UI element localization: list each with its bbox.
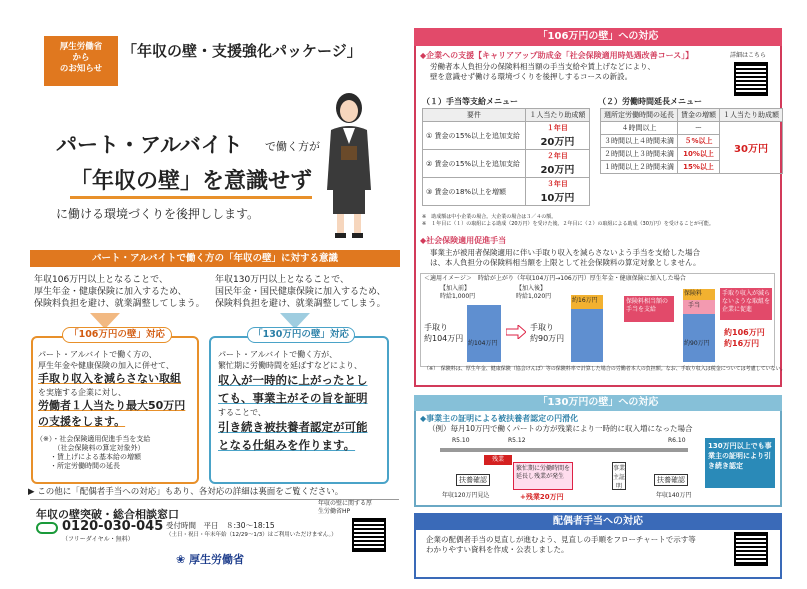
menu1-title: （１）手当等支給メニュー <box>422 97 518 106</box>
qr-code-icon[interactable] <box>734 62 768 96</box>
box-106-heading: 「106万円の壁」対応 <box>62 327 172 343</box>
overtime-pay: +残業20万円 <box>520 493 564 501</box>
date-r6-10: R6.10 <box>668 437 686 444</box>
employer-certificate: 事業主証明 <box>612 462 626 490</box>
bar-before <box>467 305 501 362</box>
image-title: ＜適用イメージ＞ 時給が上がり（年収104万円→106万円）厚生年金・健康保険に加入した場合 <box>424 275 686 282</box>
bar-premium-label: 約16万円 <box>572 297 598 304</box>
promotion-desc: 事業主が被用者保険適用に伴い手取り収入を減らさないよう手当を支給した場合 は、本人負担分の保険料相当額を上限として社会保険料の算定対象としません。 <box>430 248 701 267</box>
callout-box: 手取り収入が減らないような取組を企業に促進 <box>720 288 772 320</box>
box-106-notes: （※）・社会保険適用促進手当を支給 （社会保険料の算定対象外） ・賃上げによる基本給の増額 ・所定労働時間の延長 <box>36 435 151 470</box>
box-106-text: パート・アルバイトで働く方の、 厚生年金や健康保険の加入に併せて、 手取り収入を減らさない取組 を実施する企業に対し、 労働者１人当たり最大50万円 の支援をします。 <box>38 350 186 428</box>
ministry-badge: 厚生労働省 から のお知らせ <box>44 36 118 86</box>
freedial-icon <box>36 522 58 534</box>
dependent-check-1: 扶養確認 <box>456 474 490 486</box>
takehome-final: 約106万円 約16万円 <box>724 328 765 348</box>
allowance-arrow: 保険料相当額の手当を支給 <box>624 296 674 322</box>
businesswoman-illustration <box>313 90 385 240</box>
qr-code-icon[interactable] <box>734 532 768 566</box>
bar-after <box>571 309 603 362</box>
example-text: （例）毎月10万円で働くパートの方が残業により一時的に収入増になった場合 <box>428 424 693 433</box>
dependent-check-2: 扶養確認 <box>654 474 688 486</box>
detail-link[interactable]: 詳細はこちら <box>730 52 767 59</box>
recognition-callout: 130万円以上でも事業主の証明により引き続き認定 <box>705 438 775 488</box>
bar-allowance-label: 手当 <box>688 302 701 309</box>
section-130-header: 「130万円の壁」への対応 <box>414 395 782 411</box>
income-after: 年収140万円 <box>656 492 692 499</box>
after-label: 【加入後】 時給1,020円 <box>516 285 552 300</box>
takehome-after: 手取り 約90万円 <box>530 323 565 343</box>
section-bar: パート・アルバイトで働く方の「年収の壁」に対する意識 <box>30 250 400 267</box>
hours-note: （土日・祝日・年末年始（12/29～1/3）はご利用いただけません。） <box>166 532 337 538</box>
awareness-106: 年収106万円以上となることで、 厚生年金・健康保険に加入するため、 保険料負担を避け、就業調整してしまう。 <box>34 275 205 309</box>
subsidy-notes: ※ 助成額は中小企業の場合。大企業の場合は３／４の額。 ※ １年目に（１）の取組による助成（20万円）を受けた後、２年目に（２）の取組による助成（30万円）を受けることが可能。 <box>422 214 714 227</box>
contact-title: 年収の壁突破・総合相談窓口 <box>36 508 179 521</box>
overtime-tag: 残業 <box>484 455 512 465</box>
career-up-desc: 労働者本人負担分の保険料相当額の手当支給や賃上げなどにより、 壁を意識せず働ける環境づくりを後押しするコースの新設。 <box>430 62 655 81</box>
hp-label: 年収の壁に関する厚生労働省HP <box>318 500 373 515</box>
qr-code-icon[interactable] <box>352 518 386 552</box>
menu2-title: （２）労働時間延長メニュー <box>598 97 702 106</box>
bar-after-2 <box>683 314 715 362</box>
before-label: 【加入前】 時給1,000円 <box>440 285 476 300</box>
income-before: 年収120万円見込 <box>442 492 490 499</box>
image-footnote: （※） 保険料は、厚生年金、健康保険（協会けんぽ）等の保険料率で計算した場合の労働者本人の負担額。なお、手取り収入は税金については考慮していない。 <box>424 366 786 372</box>
box-130-text: パート・アルバイトで働く方が、 繁忙期に労働時間を延ばすなどにより、 収入が一時的に上がったとし ても、事業主がその旨を証明 することで、 引き続き被扶養者認定が可能 となる仕組みを作ります。 <box>218 350 368 452</box>
date-r5-12: R5.12 <box>508 437 526 444</box>
bar-before-label: 約104万円 <box>468 340 498 347</box>
section-106-header: 「106万円の壁」への対応 <box>414 28 782 46</box>
box-130-heading: 「130万円の壁」対応 <box>247 327 355 343</box>
tagline-main: パート・アルバイト <box>56 133 243 157</box>
busy-box: 繁忙期に労働時間を延長し残業が発生 <box>513 462 573 490</box>
right-arrow-icon <box>506 325 526 339</box>
promotion-allowance: ◆社会保険適用促進手当 <box>420 236 507 245</box>
date-r5-10: R5.10 <box>452 437 470 444</box>
package-title: 「年収の壁・支援強化パッケージ」 <box>122 42 362 60</box>
tagline-suffix: で働く方が <box>265 140 320 153</box>
ministry-logo: ❀ 厚生労働省 <box>176 553 245 566</box>
tagline-sub: に働ける環境づくりを後押しします。 <box>56 207 260 221</box>
section-spouse-header: 配偶者手当への対応 <box>414 513 782 530</box>
phone-number[interactable]: 0120-030-045 <box>62 519 164 534</box>
hours: 受付時間 平日 ８:30～18:15 <box>166 521 275 530</box>
timeline <box>440 448 688 452</box>
bar-premium-2-label: 保険料 <box>684 290 703 297</box>
menu1-table: 要件 １人当たり助成額 ① 賃金の15%以上を追加支給 １年目 20万円 ② 賃金の15%以上を追加支給 ２年目 20万円 ③ 賃金の18%以上を増額 ３年目 10万円 <box>422 108 590 206</box>
phone-note: （フリーダイヤル・無料） <box>62 536 134 543</box>
additional-note: ▶ この他に「配偶者手当への対応」もあり、各対応の詳細は裏面をご覧ください。 <box>28 487 344 497</box>
certification-heading: ◆事業主の証明による被扶養者認定の円滑化 <box>420 414 579 423</box>
career-up-subsidy: ◆企業への支援【キャリアアップ助成金「社会保険適用時処遇改善コース」】 <box>420 51 694 60</box>
takehome-before: 手取り 約104万円 <box>424 323 464 343</box>
tagline-headline: 「年収の壁」を意識せず <box>70 164 312 199</box>
menu2-table: 週所定労働時間の延長 賃金の増額 １人当たり助成額 ４時間以上 ー 30万円 ３時間以上４時間未満 ５%以上 ２時間以上３時間未満 10%以上 １時間以上２時間未満 15%以上 <box>600 108 783 174</box>
awareness-130: 年収130万円以上となることで、 国民年金・国民健康保険に加入するため、 保険料負担を避け、就業調整してしまう。 <box>215 275 386 309</box>
spouse-text: 企業の配偶者手当の見直しが進むよう、見直しの手順をフローチャートで示す等 わかりやすい資料を作成・公表しました。 <box>426 535 696 554</box>
bar-after-2-label: 約90万円 <box>684 340 710 347</box>
